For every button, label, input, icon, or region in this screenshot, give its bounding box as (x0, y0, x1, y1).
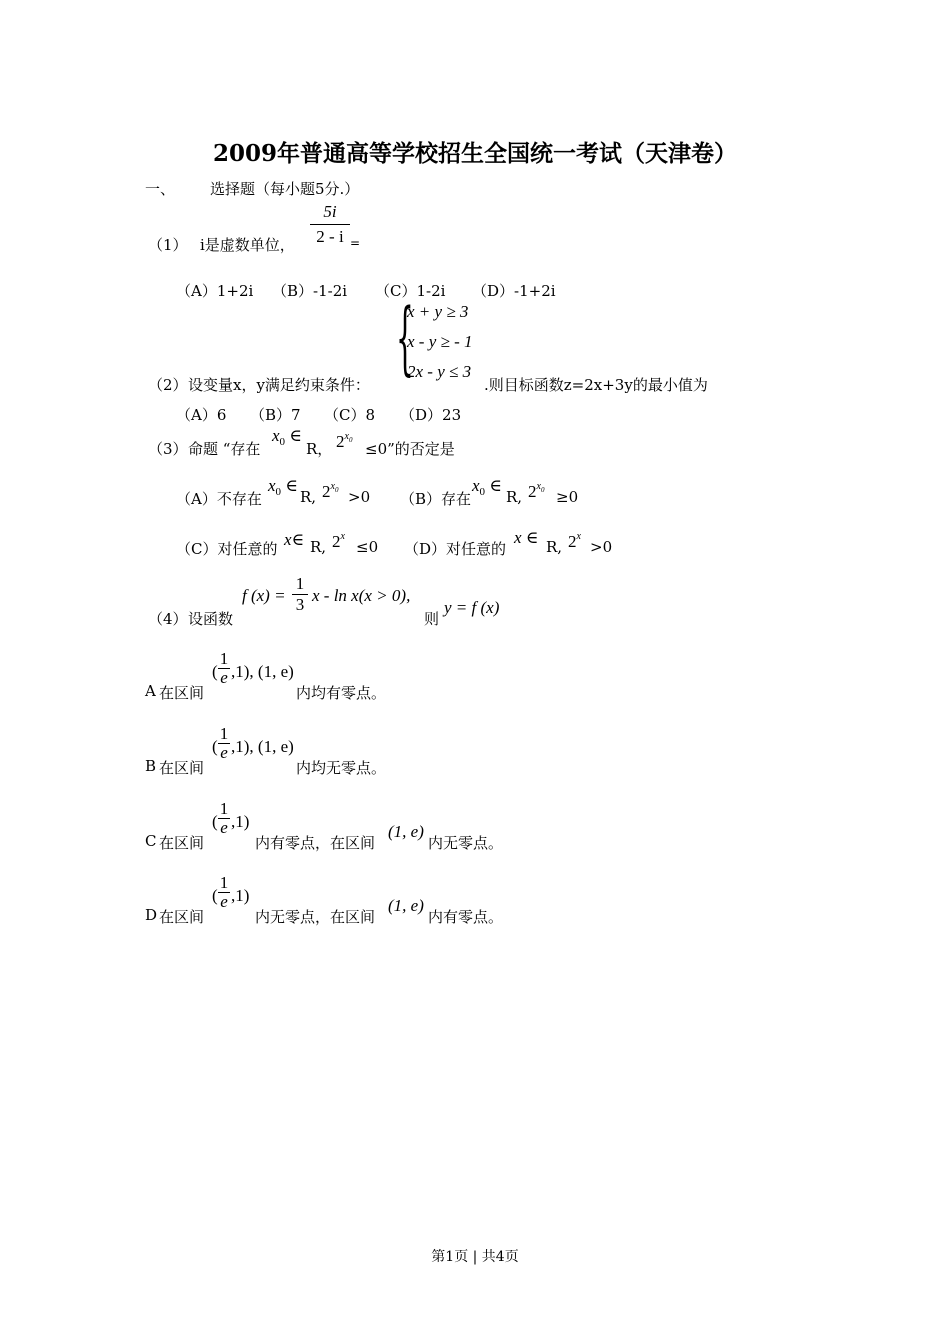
q4-option-d-interval: ,1) (231, 886, 250, 905)
q4-option-d-mid: 内无零点，在区间 (255, 908, 376, 926)
q4-option-b-paren: ( (212, 737, 218, 756)
q1-option-d: （D）-1+2i (472, 282, 556, 300)
q1-eq: = (350, 236, 361, 250)
q3-option-b-pow: $2^{x_0}$ (528, 481, 545, 501)
q3-option-c-r: R, (310, 538, 327, 556)
section-label: 选择题（每小题5分.） (210, 180, 360, 198)
q3-option-c-x: x∈ (284, 530, 305, 549)
q1-option-b: （B）-1-2i (272, 282, 348, 300)
q4-option-a-letter: A (145, 682, 156, 700)
q2-option-d: （D）23 (400, 406, 462, 424)
q4-option-c-interval2: (1, e) (388, 822, 424, 841)
q4-option-d-interval2: (1, e) (388, 896, 424, 915)
q2-option-a: （A）6 (176, 406, 227, 424)
q3-option-d-label: （D）对任意的 (404, 540, 507, 558)
q4-number: （4） (148, 610, 188, 628)
q4-option-a-post: 内均有零点。 (296, 684, 387, 702)
q3-option-a-r: R, (300, 488, 317, 506)
q2-option-b: （B）7 (250, 406, 301, 424)
q3-option-d-cmp: >0 (590, 538, 613, 556)
q1-text: i是虚数单位， (200, 236, 295, 254)
q3-text-b: R， (306, 440, 333, 458)
q2-constraint-2: x - y ≥ - 1 (407, 332, 473, 351)
q2-constraint-1: x + y ≥ 3 (407, 302, 469, 321)
q2-text: 设变量x，y满足约束条件： (188, 376, 370, 394)
q4-option-a-paren: ( (212, 662, 218, 681)
q2-option-c: （C）8 (324, 406, 376, 424)
q3-option-c-cmp: ≤0 (356, 538, 379, 556)
q4-option-b-letter: B (145, 757, 157, 775)
q3-option-b-x0: $x_0$ ∈ (472, 476, 502, 498)
q4-text: 设函数 (188, 610, 234, 628)
q3-text-c: ≤0”的否定是 (365, 440, 455, 458)
q3-option-a-pow: $2^{x_0}$ (322, 481, 339, 501)
q4-third: 1 3 (292, 574, 308, 615)
q4-option-d-pre: 在区间 (159, 908, 205, 926)
q2-number: （2） (148, 376, 188, 394)
q3-pow: $2^{x_0}$ (336, 431, 353, 451)
q4-option-a-frac: 1 e (219, 649, 229, 687)
q4-option-d-paren: ( (212, 886, 218, 905)
q3-option-b-cmp: ≥0 (556, 488, 579, 506)
q3-x0-in: $x_0$ ∈ (272, 426, 302, 448)
q4-option-c-post: 内无零点。 (428, 834, 504, 852)
q4-option-c-letter: C (145, 832, 157, 850)
q1-option-a: （A）1+2i (176, 282, 254, 300)
q4-func-left: f (x) = (242, 586, 286, 605)
page-footer: 第1页 | 共4页 (431, 1249, 519, 1265)
section-number: 一、 (145, 180, 176, 198)
q3-option-a-cmp: >0 (348, 488, 371, 506)
q4-option-a-pre: 在区间 (159, 684, 205, 702)
q3-option-d-pow: 2$^x$ (568, 531, 581, 551)
q1-option-c: （C）1-2i (375, 282, 446, 300)
q4-option-d-letter: D (145, 906, 158, 924)
q4-option-c-mid: 内有零点，在区间 (255, 834, 376, 852)
q4-option-c-paren: ( (212, 812, 218, 831)
q3-option-c-label: （C）对任意的 (176, 540, 278, 558)
q4-option-d-post: 内有零点。 (428, 908, 504, 926)
q3-text-a: 命题 “存在 (188, 440, 261, 458)
q1-frac-den: 2 - i (316, 227, 344, 246)
q4-option-d-frac: 1 e (219, 873, 229, 911)
q2-constraint-3: 2x - y ≤ 3 (407, 362, 472, 381)
q4-option-b-post: 内均无零点。 (296, 759, 387, 777)
q4-option-b-frac: 1 e (219, 724, 229, 762)
page-title: 2009年普通高等学校招生全国统一考试（天津卷） (212, 140, 737, 167)
q3-option-d-r: R, (546, 538, 563, 556)
q3-option-b-r: R, (506, 488, 523, 506)
q2-tail: .则目标函数z=2x+3y的最小值为 (484, 376, 708, 394)
q3-option-d-x: x ∈ (514, 528, 539, 547)
q3-option-a-label: （A）不存在 (176, 490, 262, 508)
q4-option-b-interval: ,1), (1, e) (231, 737, 294, 756)
q4-option-c-interval: ,1) (231, 812, 250, 831)
q3-option-c-pow: 2$^x$ (332, 531, 345, 551)
q1-number: （1） (148, 236, 188, 254)
q1-fraction (310, 200, 350, 249)
q3-option-a-x0: $x_0$ ∈ (268, 476, 298, 498)
q4-option-c-frac: 1 e (219, 799, 229, 837)
q2-brace: { (396, 291, 414, 384)
q4-then: 则 (424, 610, 440, 628)
q4-option-b-pre: 在区间 (159, 759, 205, 777)
q4-option-a-interval: ,1), (1, e) (231, 662, 294, 681)
q4-option-c-pre: 在区间 (159, 834, 205, 852)
q3-option-b-label: （B）存在 (400, 490, 472, 508)
q4-func-right: x - ln x(x > 0), (312, 586, 411, 605)
q3-number: （3） (148, 440, 188, 458)
q1-frac-num: 5i (310, 200, 350, 225)
q4-yfx: y = f (x) (444, 598, 500, 617)
